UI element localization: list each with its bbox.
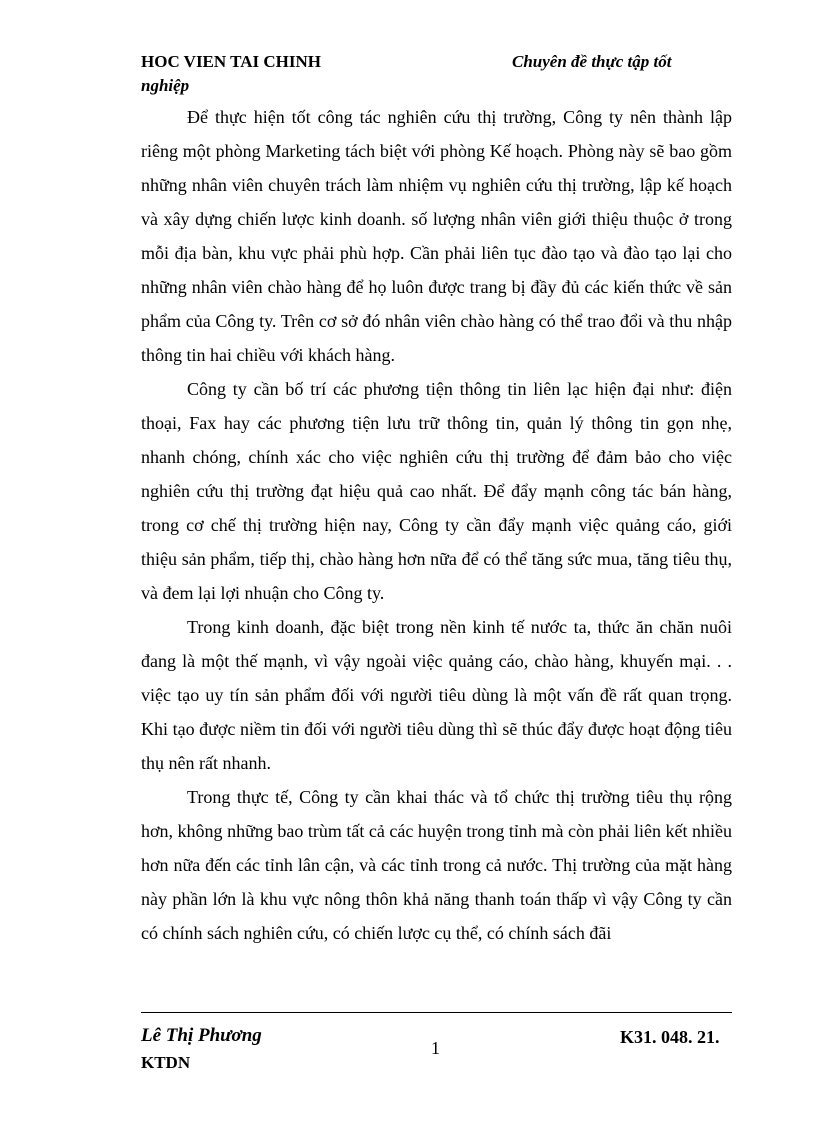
page-number: 1 bbox=[431, 1038, 440, 1058]
paragraph: Để thực hiện tốt công tác nghiên cứu thị trường, Công ty nên thành lập riêng một phòng Marketing tách biệt với phòng Kế hoạch. Phòng này sẽ bao gồm những nhân viên chuyên trách làm nhiệm vụ nghiên cứu thị trường, lập kế hoạch và xây dựng chiến lược kinh doanh. số lượng nhân viên giới thiệu thuộc ở trong mỗi địa bàn, khu vực phải phù hợp. Cần phải liên tục đào tạo và đào tạo lại cho những nhân viên chào hàng để họ luôn được trang bị đầy đủ các kiến thức về sản phẩm của Công ty. Trên cơ sở đó nhân viên chào hàng có thể trao đổi và thu nhập thông tin hai chiều với khách hàng. bbox=[141, 107, 732, 365]
paragraph: Trong thực tế, Công ty cần khai thác và tổ chức thị trường tiêu thụ rộng hơn, không những bao trùm tất cả các huyện trong tỉnh mà còn phải liên kết nhiều hơn nữa đến các tỉnh lân cận, và các tỉnh trong cả nước. Thị trường của mặt hàng này phần lớn là khu vực nông thôn khả năng thanh toán thấp vì vậy Công ty cần có chính sách nghiên cứu, có chiến lược cụ thể, có chính sách đãi bbox=[141, 787, 732, 943]
paragraph: Công ty cần bố trí các phương tiện thông tin liên lạc hiện đại như: điện thoại, Fax hay các phương tiện lưu trữ thông tin, quản lý thông tin gọn nhẹ, nhanh chóng, chính xác cho việc nghiên cứu thị trường để đảm bảo cho việc nghiên cứu thị trường đạt hiệu quả cao nhất. Để đẩy mạnh công tác bán hàng, trong cơ chế thị trường hiện nay, Công ty cần đẩy mạnh việc quảng cáo, giới thiệu sản phẩm, tiếp thị, chào hàng hơn nữa để có thể tăng sức mua, tăng tiêu thụ, và đem lại lợi nhuận cho Công ty. bbox=[141, 379, 732, 603]
body-text bbox=[141, 100, 732, 950]
header-document-type-continued: nghiệp bbox=[141, 76, 190, 95]
paragraph: Trong kinh doanh, đặc biệt trong nền kinh tế nước ta, thức ăn chăn nuôi đang là một thế mạnh, vì vậy ngoài việc quảng cáo, chào hàng, khuyến mại. . . việc tạo uy tín sản phẩm đối với người tiêu dùng là một vấn đề rất quan trọng. Khi tạo được niềm tin đối với người tiêu dùng thì sẽ thúc đẩy được hoạt động tiêu thụ nên rất nhanh. bbox=[141, 617, 732, 773]
footer-student-code: K31. 048. 21. bbox=[620, 1027, 720, 1047]
footer-author: Lê Thị Phương bbox=[141, 1025, 262, 1046]
footer-divider bbox=[141, 1012, 732, 1013]
header-institution: HOC VIEN TAI CHINH bbox=[141, 52, 321, 71]
header-document-type: Chuyên đề thực tập tốt bbox=[512, 52, 672, 71]
footer-department: KTDN bbox=[141, 1053, 191, 1072]
